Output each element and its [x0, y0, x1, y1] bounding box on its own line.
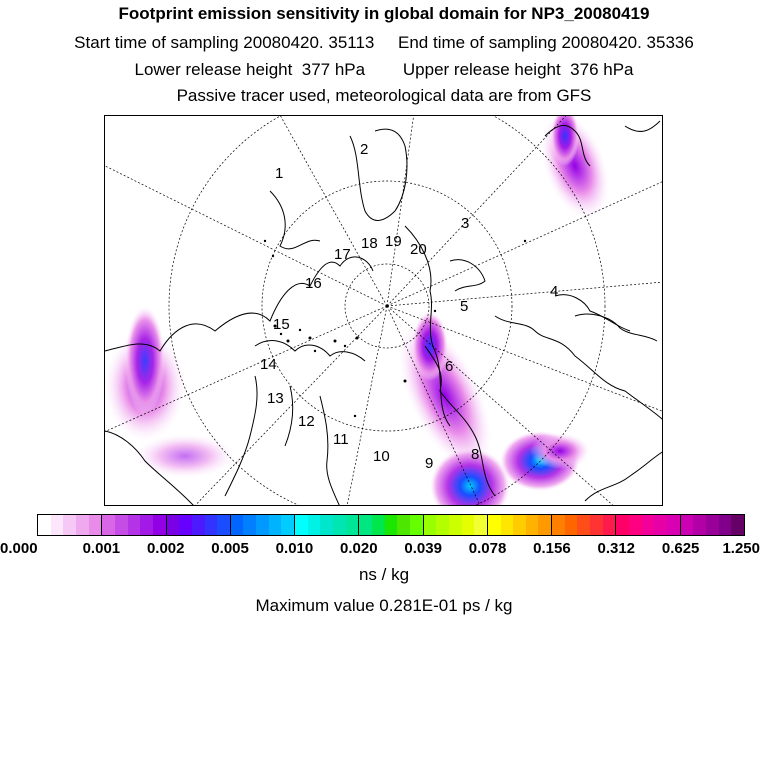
colorbar-swatch — [295, 515, 308, 535]
position-label-6: 6 — [445, 358, 454, 375]
position-label-15: 15 — [273, 316, 290, 333]
colorbar-segment — [616, 515, 680, 535]
colorbar-swatch — [552, 515, 565, 535]
colorbar-swatch — [603, 515, 616, 535]
colorbar-swatch — [102, 515, 115, 535]
position-label-16: 16 — [305, 275, 322, 292]
colorbar-swatch — [320, 515, 333, 535]
position-label-11: 11 — [333, 431, 349, 448]
colorbar-swatch — [616, 515, 629, 535]
plot-title: Footprint emission sensitivity in global domain for NP3_20080419 — [118, 4, 650, 23]
colorbar-tick-label: 0.078 — [468, 540, 507, 557]
colorbar-swatch — [115, 515, 128, 535]
colorbar-swatch — [179, 515, 192, 535]
colorbar-swatch — [654, 515, 667, 535]
colorbar-tick-label: 0.312 — [597, 540, 636, 557]
colorbar-swatch — [167, 515, 180, 535]
colorbar-swatch — [128, 515, 141, 535]
colorbar-swatch — [449, 515, 462, 535]
colorbar-swatch — [501, 515, 514, 535]
colorbar-segment — [681, 515, 744, 535]
colorbar-tick-label: 0.156 — [533, 540, 571, 557]
colorbar-swatch — [192, 515, 205, 535]
tracer-info: Passive tracer used, meteorological data are from GFS — [176, 86, 592, 105]
position-label-4: 4 — [550, 283, 559, 300]
colorbar-segment — [295, 515, 359, 535]
colorbar-swatch — [462, 515, 475, 535]
maximum-value: Maximum value 0.281E-01 ps / kg — [255, 596, 513, 615]
colorbar-tick-label: 0.625 — [661, 540, 700, 557]
colorbar-swatch — [385, 515, 398, 535]
colorbar-swatch — [629, 515, 642, 535]
footprint-map — [104, 115, 663, 506]
colorbar-swatch — [681, 515, 694, 535]
colorbar-swatch — [51, 515, 64, 535]
position-label-18: 18 — [361, 235, 378, 252]
position-label-10: 10 — [373, 448, 390, 465]
colorbar-segment — [102, 515, 166, 535]
colorbar-swatch — [76, 515, 89, 535]
colorbar-segment — [488, 515, 552, 535]
colorbar-swatch — [63, 515, 76, 535]
colorbar-swatch — [308, 515, 321, 535]
colorbar-swatch — [474, 515, 487, 535]
colorbar-swatch — [269, 515, 282, 535]
colorbar-segment — [552, 515, 616, 535]
sampling-times: Start time of sampling 20080420. 35113 End time of sampling 20080420. 35336 — [74, 33, 694, 52]
colorbar-swatch — [256, 515, 269, 535]
island-dots — [264, 240, 526, 417]
colorbar-swatch — [577, 515, 590, 535]
colorbar-swatch — [526, 515, 539, 535]
position-label-13: 13 — [267, 390, 284, 407]
colorbar-tick-label: 0.020 — [340, 540, 378, 557]
colorbar-swatch — [359, 515, 372, 535]
colorbar-swatch — [89, 515, 102, 535]
colorbar-segment — [38, 515, 102, 535]
colorbar-swatch — [397, 515, 410, 535]
colorbar-swatch — [410, 515, 423, 535]
position-label-12: 12 — [298, 413, 315, 430]
colorbar-segment — [424, 515, 488, 535]
position-label-17: 17 — [334, 246, 351, 263]
colorbar-swatch — [667, 515, 680, 535]
trajectory-labels — [260, 141, 558, 472]
position-label-9: 9 — [425, 455, 434, 472]
colorbar-tick-label: 1.250 — [722, 540, 760, 557]
colorbar-swatch — [538, 515, 551, 535]
map-canvas — [105, 116, 663, 506]
position-label-8: 8 — [471, 446, 480, 463]
colorbar-swatch — [205, 515, 218, 535]
position-label-2: 2 — [360, 141, 369, 158]
colorbar-swatch — [693, 515, 706, 535]
position-label-20: 20 — [410, 241, 427, 258]
colorbar-swatch — [590, 515, 603, 535]
position-label-14: 14 — [260, 356, 277, 373]
colorbar-segment — [167, 515, 231, 535]
colorbar — [37, 514, 745, 536]
colorbar-swatch — [217, 515, 230, 535]
colorbar-swatch — [424, 515, 437, 535]
colorbar-segment — [359, 515, 423, 535]
colorbar-swatch — [513, 515, 526, 535]
position-label-3: 3 — [461, 215, 470, 232]
colorbar-tick-label: 0.000 — [0, 540, 38, 557]
colorbar-swatch — [731, 515, 744, 535]
colorbar-swatch — [243, 515, 256, 535]
colorbar-units: ns / kg — [358, 565, 410, 584]
colorbar-swatch — [346, 515, 359, 535]
position-label-1: 1 — [275, 165, 284, 182]
colorbar-tick-label: 0.010 — [275, 540, 314, 557]
colorbar-swatch — [719, 515, 732, 535]
colorbar-tick-label: 0.005 — [211, 540, 249, 557]
colorbar-swatch — [488, 515, 501, 535]
colorbar-swatch — [231, 515, 244, 535]
colorbar-swatch — [706, 515, 719, 535]
colorbar-swatch — [140, 515, 153, 535]
plume-east-pacific — [105, 306, 235, 478]
plume-europe-siberia — [379, 309, 590, 506]
colorbar-swatch — [642, 515, 655, 535]
colorbar-tick-label: 0.001 — [82, 540, 121, 557]
release-heights: Lower release height 377 hPa Upper release height 376 hPa — [134, 60, 634, 79]
plume-north-atlantic — [528, 116, 622, 228]
colorbar-swatch — [372, 515, 385, 535]
colorbar-tick-label: 0.039 — [404, 540, 442, 557]
colorbar-swatch — [153, 515, 166, 535]
position-label-19: 19 — [385, 233, 402, 250]
colorbar-swatch — [38, 515, 51, 535]
colorbar-swatch — [281, 515, 294, 535]
position-label-5: 5 — [460, 298, 469, 315]
colorbar-swatch — [333, 515, 346, 535]
colorbar-segment — [231, 515, 295, 535]
colorbar-swatch — [565, 515, 578, 535]
colorbar-swatch — [436, 515, 449, 535]
colorbar-tick-label: 0.002 — [146, 540, 185, 557]
